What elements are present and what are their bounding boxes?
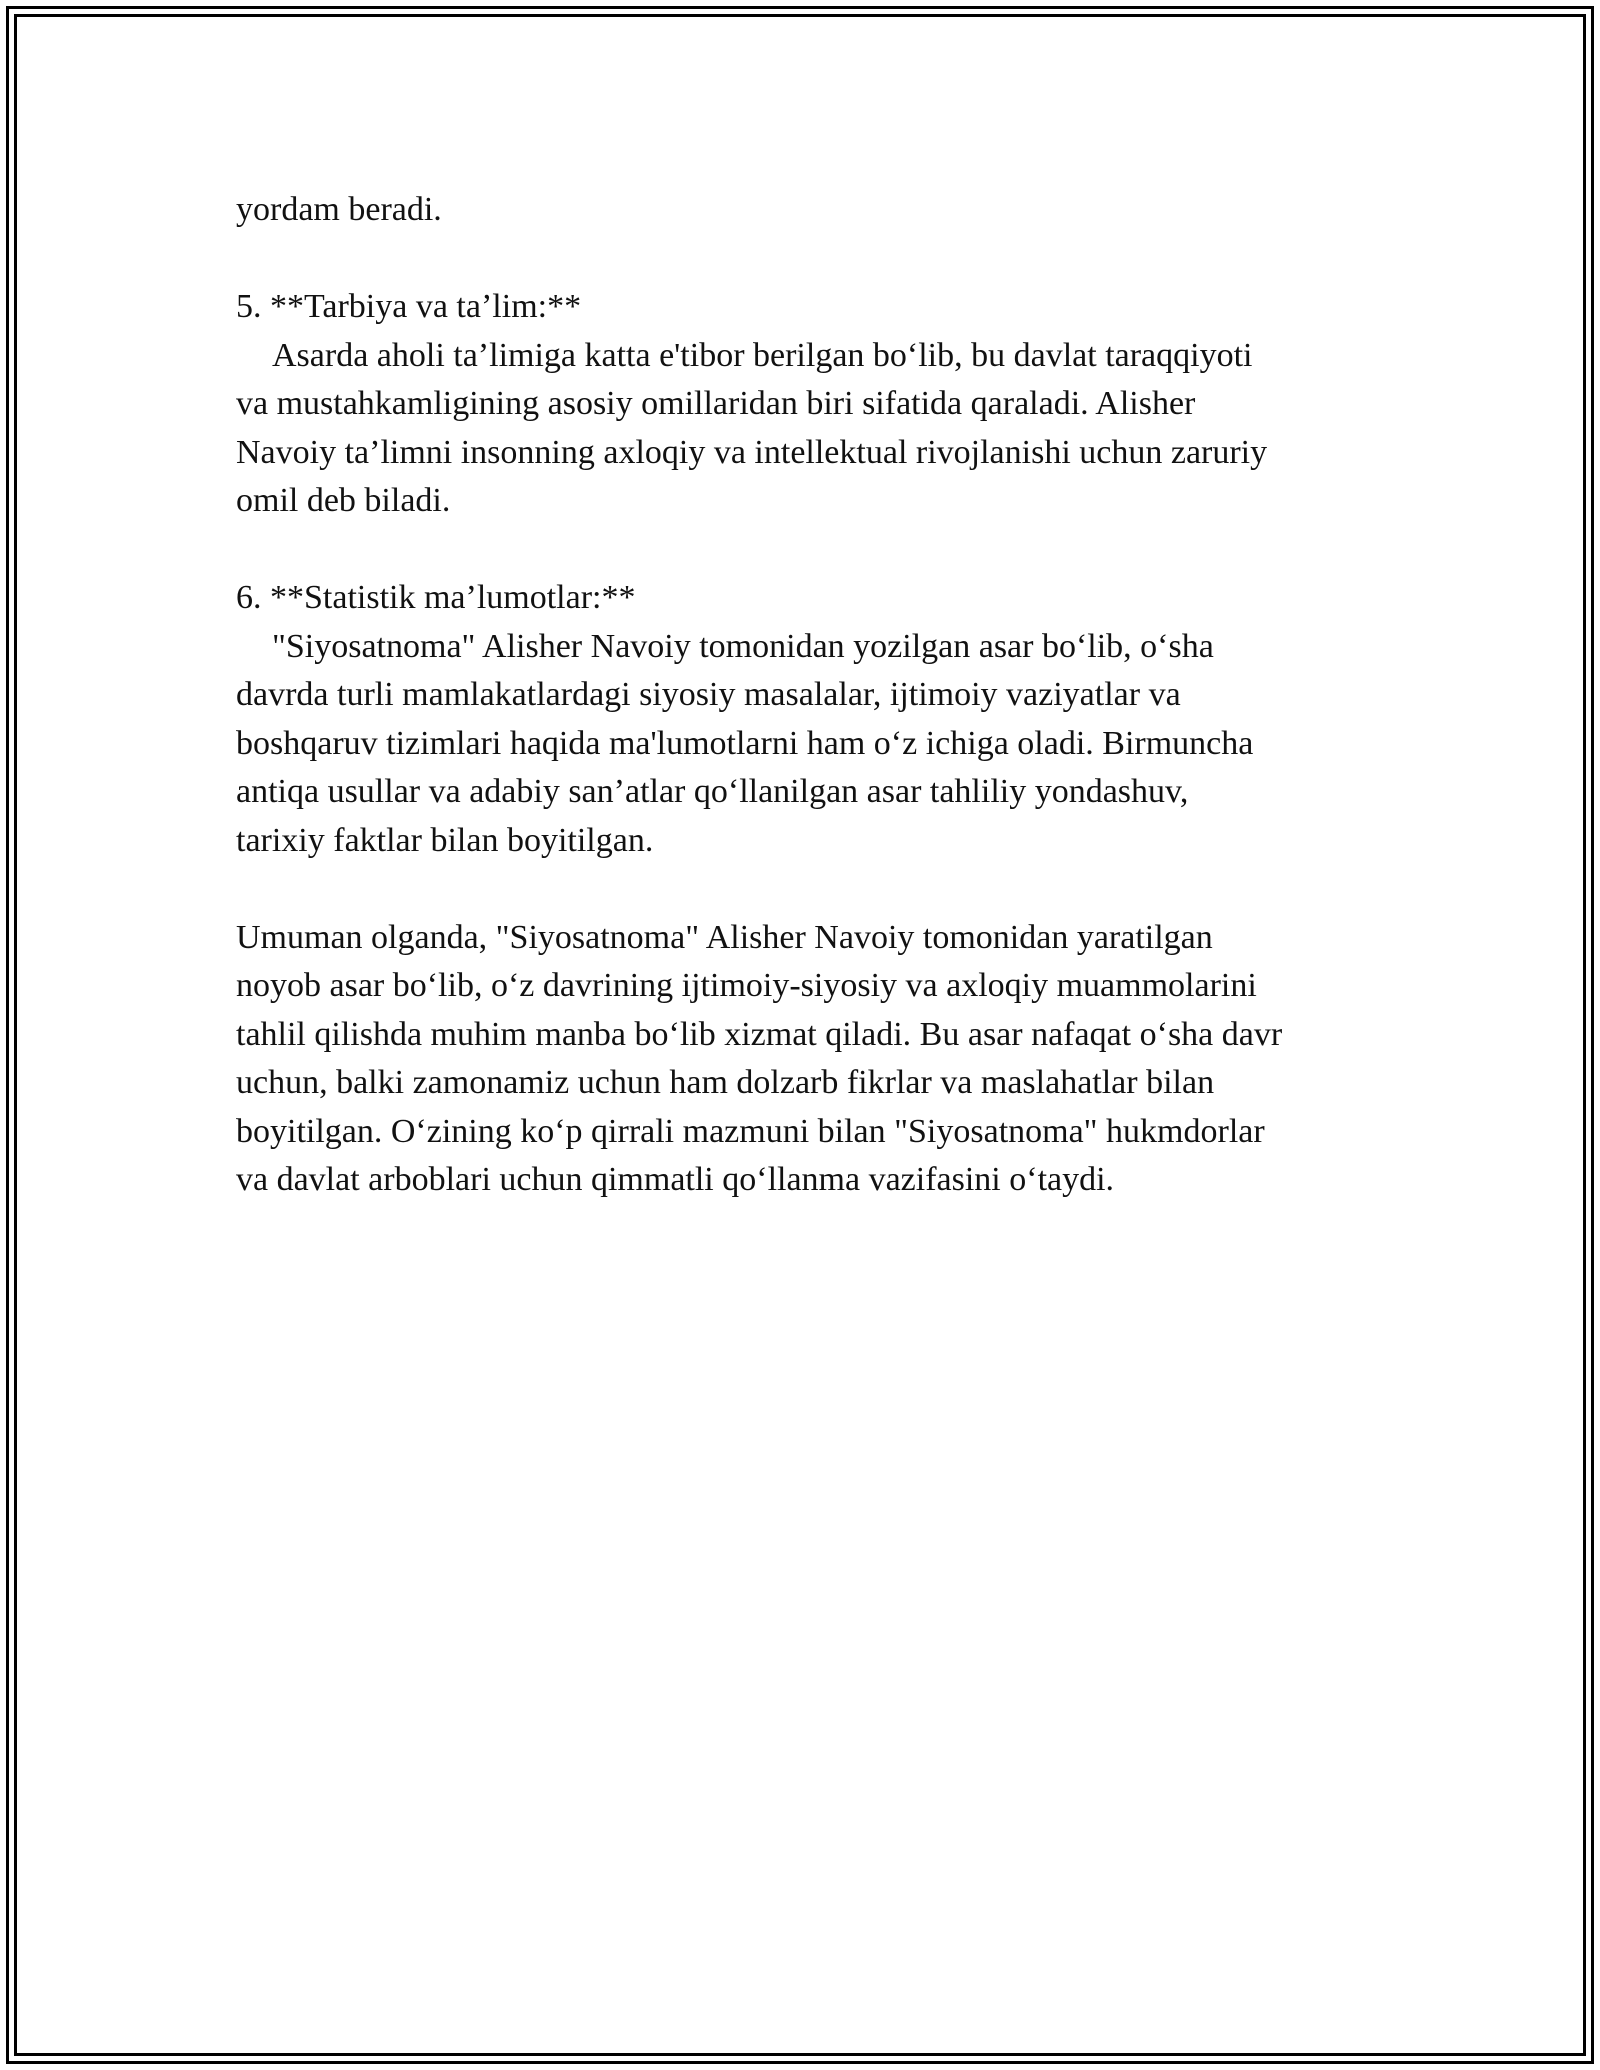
intro-line: yordam beradi. bbox=[236, 191, 442, 228]
conclusion-line: noyob asar bo‘lib, o‘z davrining ijtimoiy-siyosiy va axloqiy muammolarini bbox=[236, 967, 1257, 1004]
section-5-line: Asarda aholi ta’limiga katta e'tibor berilgan bo‘lib, bu davlat taraqqiyoti bbox=[272, 336, 1253, 374]
paragraph-gap bbox=[236, 526, 1376, 575]
document-body bbox=[236, 186, 1376, 1205]
paragraph-gap bbox=[236, 235, 1376, 284]
paragraph-gap bbox=[236, 865, 1376, 914]
conclusion-line: uchun, balki zamonamiz uchun ham dolzarb fikrlar va maslahatlar bilan bbox=[236, 1064, 1215, 1101]
section-6-line: tarixiy faktlar bilan boyitilgan. bbox=[236, 821, 654, 859]
section-6-line: antiqa usullar va adabiy san’atlar qo‘llanilgan asar tahliliy yondashuv, bbox=[236, 773, 1189, 810]
section-5-line: va mustahkamligining asosiy omillaridan biri sifatida qaraladi. Alisher bbox=[236, 385, 1196, 422]
conclusion-line: Umuman olganda, "Siyosatnoma" Alisher Navoiy tomonidan yaratilgan bbox=[236, 918, 1213, 956]
conclusion-line: tahlil qilishda muhim manba bo‘lib xizmat qiladi. Bu asar nafaqat o‘sha davr bbox=[236, 1015, 1283, 1053]
section-6-line: "Siyosatnoma" Alisher Navoiy tomonidan yozilgan asar bo‘lib, o‘sha bbox=[272, 627, 1214, 665]
section-5-line: Navoiy ta’limni insonning axloqiy va intellektual rivojlanishi uchun zaruriy bbox=[236, 433, 1268, 471]
section-6-line: boshqaruv tizimlari haqida ma'lumotlarni ham o‘z ichiga oladi. Birmuncha bbox=[236, 724, 1254, 762]
section-6-line: davrda turli mamlakatlardagi siyosiy masalalar, ijtimoiy vaziyatlar va bbox=[236, 676, 1181, 713]
section-5-heading: 5. **Tarbiya va ta’lim:** bbox=[236, 288, 582, 325]
section-5-line: omil deb biladi. bbox=[236, 482, 451, 519]
section-6-heading: 6. **Statistik ma’lumotlar:** bbox=[236, 579, 636, 616]
conclusion-line: boyitilgan. O‘zining ko‘p qirrali mazmuni bilan "Siyosatnoma" hukmdorlar bbox=[236, 1112, 1265, 1150]
conclusion-line: va davlat arboblari uchun qimmatli qo‘llanma vazifasini o‘taydi. bbox=[236, 1161, 1115, 1198]
